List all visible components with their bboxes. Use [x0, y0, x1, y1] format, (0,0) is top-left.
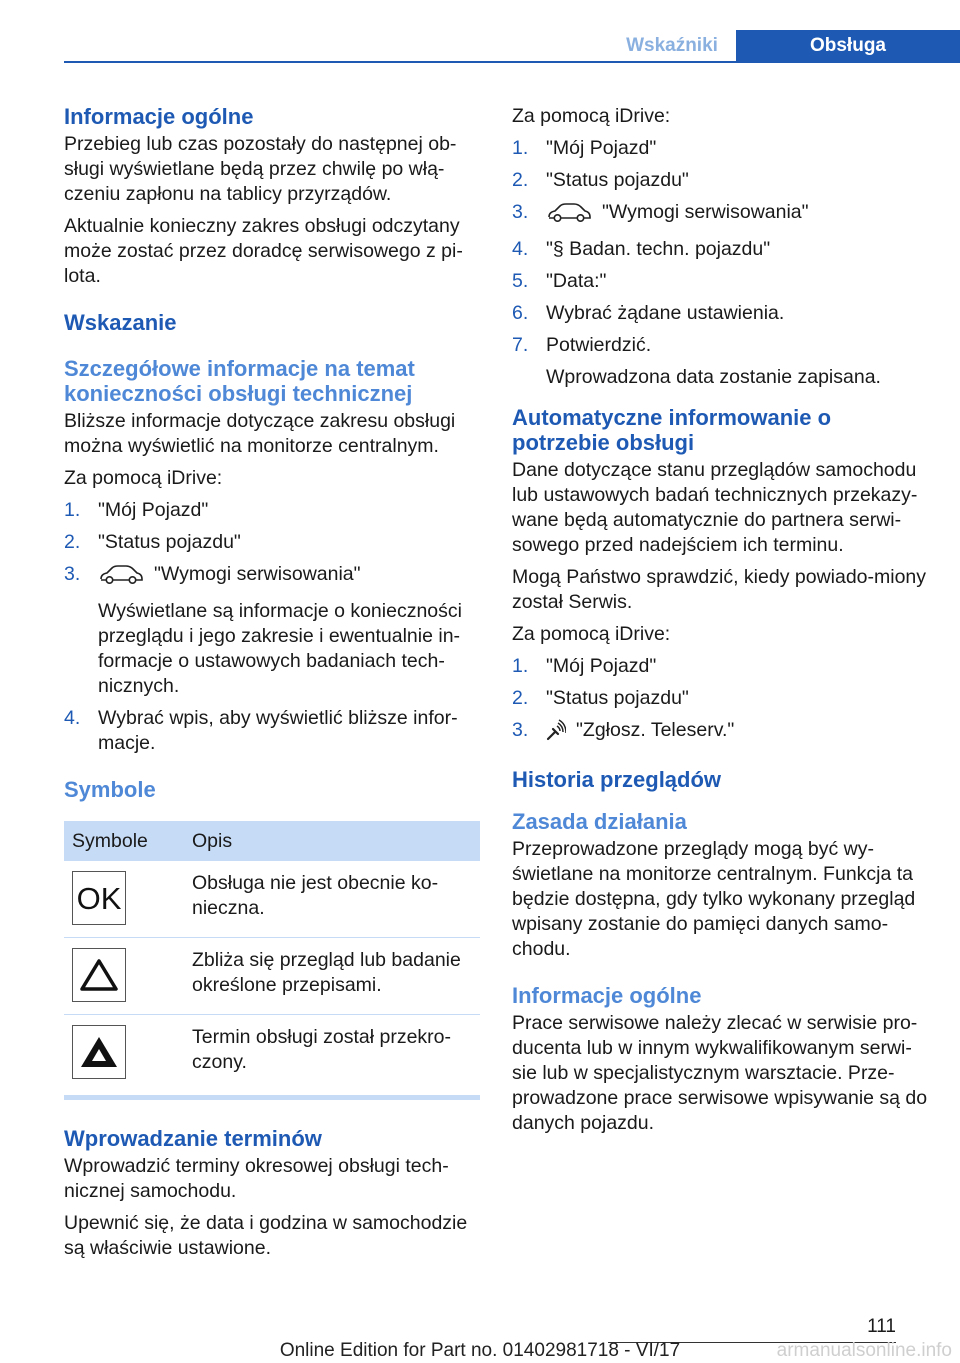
table-cell-description: Termin obsługi został przekro-czony.	[192, 1026, 452, 1073]
list-item	[512, 654, 928, 679]
step-number: 4.	[64, 707, 81, 729]
step-text: "Status pojazdu"	[546, 169, 689, 191]
paragraph-idrive-2: Za pomocą iDrive:	[512, 623, 671, 645]
paragraph-idrive: Za pomocą iDrive:	[64, 467, 223, 489]
step-number: 3.	[512, 201, 529, 223]
table-cell-description: Zbliża się przegląd lub badanie określone przepisami.	[184, 938, 480, 1015]
table-row	[64, 1015, 480, 1092]
step-number: 3.	[64, 563, 81, 585]
heading-symbols: Symbole	[64, 777, 156, 802]
step-number: 3.	[512, 719, 529, 741]
ok-icon: OK	[72, 871, 126, 925]
step-text: "Mój Pojazd"	[98, 499, 209, 521]
heading-general-info-2: Informacje ogólne	[512, 983, 702, 1008]
step-number: 2.	[512, 687, 529, 709]
right-column	[512, 104, 928, 1143]
page-footer	[0, 1312, 960, 1362]
paragraph-auto-2: Mogą Państwo sprawdzić, kiedy powiado-miony został Serwis.	[512, 566, 927, 613]
step-text: "Wymogi serwisowania"	[602, 201, 809, 223]
step-number: 1.	[512, 137, 529, 159]
car-service-icon	[98, 565, 144, 592]
paragraph-general: Prace serwisowe należy zlecać w serwisie pro-ducenta lub w innym wykwalifikowanym serwi-sie lub w specjalistycznym warsztacie. Prze-prowadzone prace serwisowe wpisywanie są do danych pojazdu.	[512, 1012, 928, 1134]
list-item	[512, 686, 928, 711]
teleservice-icon	[546, 719, 566, 748]
list-item	[512, 333, 928, 390]
step-number: 7.	[512, 334, 529, 356]
list-item	[64, 562, 480, 699]
steps-list	[64, 498, 480, 756]
paragraph-principle: Przeprowadzone przeglądy mogą być wy-świetlane na monitorze centralnym. Funkcja ta będzie dostępna, gdy tylko wykonany przegląd wpisany zostanie do pamięci danych samo-chodu.	[512, 838, 916, 960]
heading-details: Szczegółowe informacje na temat konieczności obsługi technicznej	[64, 356, 415, 406]
table-row	[64, 861, 480, 938]
step-number: 1.	[64, 499, 81, 521]
step-number: 5.	[512, 270, 529, 292]
tab-operation[interactable]: Obsługa	[736, 30, 960, 62]
step-number: 4.	[512, 238, 529, 260]
header-divider	[64, 61, 960, 63]
edition-text: Online Edition for Part no. 01402981718 - VI/17	[279, 1340, 681, 1361]
heading-auto-info: Automatyczne informowanie o potrzebie obsługi	[512, 405, 832, 455]
tab-indicators[interactable]: Wskaźniki	[626, 35, 718, 56]
table-bottom-rule	[64, 1095, 480, 1100]
step-number: 6.	[512, 302, 529, 324]
step-text: "Mój Pojazd"	[546, 137, 657, 159]
step-text: "Zgłosz. Teleserv."	[576, 719, 735, 741]
step-text: Potwierdzić.	[546, 334, 652, 356]
overdue-triangle-icon	[72, 1025, 126, 1079]
heading-principle: Zasada działania	[512, 809, 687, 834]
paragraph-auto-1: Dane dotyczące stanu przeglądów samochodu lub ustawowych badań technicznych przekazy-wane będą automatycznie do partnera serwi-sowego przed nadejściem ich terminu.	[512, 459, 918, 556]
list-item	[512, 301, 928, 326]
left-column	[64, 104, 480, 1268]
list-item	[512, 136, 928, 161]
list-item	[512, 718, 928, 748]
watermark: armanualsonline.info	[776, 1340, 952, 1361]
step-text: Wybrać żądane ustawienia.	[546, 302, 785, 324]
page-number: 111	[867, 1316, 896, 1337]
step-text: "Data:"	[546, 270, 607, 292]
paragraph-general-2: Aktualnie konieczny zakres obsługi odczytany może zostać przez doradcę serwisowego z pi-lota.	[64, 215, 463, 287]
warning-triangle-icon	[72, 948, 126, 1002]
step-number: 1.	[512, 655, 529, 677]
car-service-icon	[546, 203, 592, 230]
paragraph-details: Bliższe informacje dotyczące zakresu obsługi można wyświetlić na monitorze centralnym.	[64, 410, 456, 457]
step-note: Wprowadzona data zostanie zapisana.	[546, 366, 881, 388]
heading-display: Wskazanie	[64, 310, 177, 335]
list-item	[64, 530, 480, 555]
page-header	[0, 0, 960, 62]
list-item	[64, 498, 480, 523]
column-header-symbol: Symbole	[64, 821, 184, 861]
table-cell-description: Obsługa nie jest obecnie ko-nieczna.	[184, 861, 480, 938]
symbols-table	[64, 821, 480, 1091]
step-number: 2.	[512, 169, 529, 191]
heading-enter-dates: Wprowadzanie terminów	[64, 1126, 322, 1151]
step-text: "Mój Pojazd"	[546, 655, 657, 677]
paragraph-idrive: Za pomocą iDrive:	[512, 105, 671, 127]
paragraph-general-1: Przebieg lub czas pozostały do następnej ob-sługi wyświetlane będą przez chwilę po włą-czeniu zapłonu na tablicy przyrządów.	[64, 133, 457, 205]
table-header-row	[64, 821, 480, 861]
list-item	[512, 168, 928, 193]
paragraph-enter-2: Upewnić się, że data i godzina w samochodzie są właściwie ustawione.	[64, 1212, 468, 1259]
steps-list-2	[512, 654, 928, 748]
table-row	[64, 938, 480, 1015]
steps-list	[512, 136, 928, 390]
step-note: Wyświetlane są informacje o konieczności przeglądu i jego zakresie i ewentualnie in-formacje o ustawowych badaniach tech-nicznych.	[98, 600, 462, 697]
list-item	[512, 269, 928, 294]
step-text: "Status pojazdu"	[546, 687, 689, 709]
paragraph-enter-1: Wprowadzić terminy okresowej obsługi tech-nicznej samochodu.	[64, 1155, 449, 1202]
list-item	[512, 237, 928, 262]
step-text: "Status pojazdu"	[98, 531, 241, 553]
step-text: "§ Badan. techn. pojazdu"	[546, 238, 771, 260]
column-header-description: Opis	[184, 821, 480, 861]
list-item	[64, 706, 480, 756]
list-item	[512, 200, 928, 230]
heading-general-info: Informacje ogólne	[64, 104, 254, 129]
step-text: Wybrać wpis, aby wyświetlić bliższe infor-macje.	[98, 707, 458, 754]
step-text: "Wymogi serwisowania"	[154, 563, 361, 585]
heading-history: Historia przeglądów	[512, 767, 722, 792]
step-number: 2.	[64, 531, 81, 553]
